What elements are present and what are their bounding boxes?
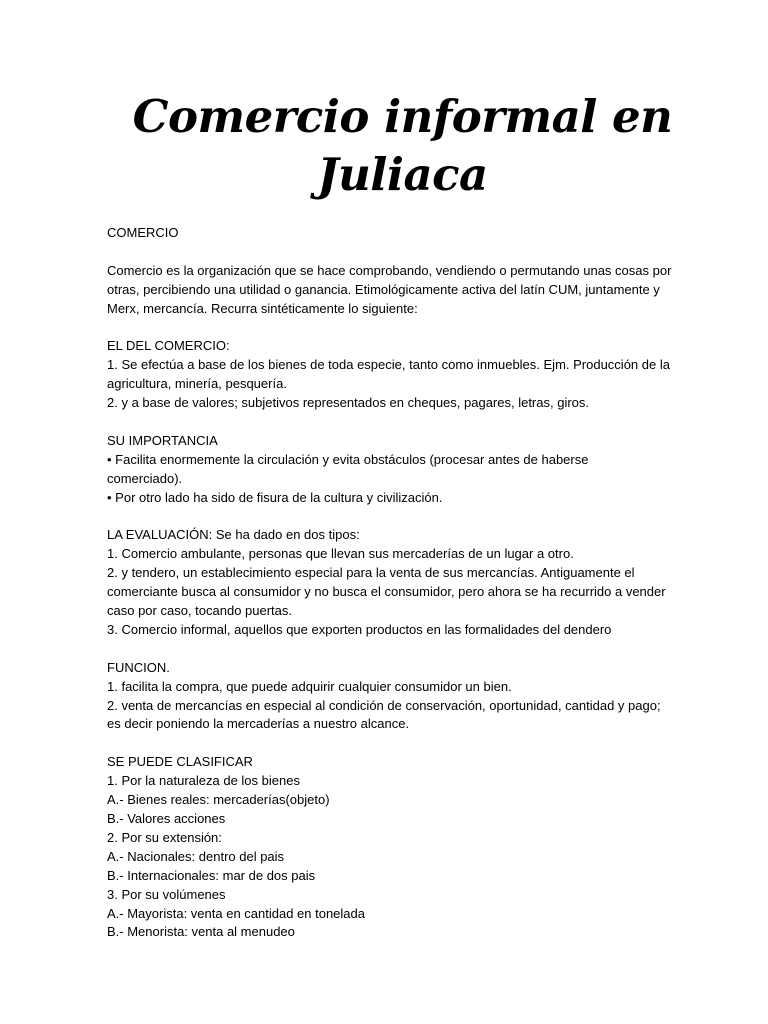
text-line: FUNCION. [107,659,170,675]
text-line: A.- Mayorista: venta en cantidad en tonelada [107,905,365,921]
text-line: Merx, mercancía. Recurra sintéticamente lo siguiente: [107,300,418,316]
text-line: EL DEL COMERCIO: [107,338,230,354]
title-line-2: Juliaca [317,148,488,201]
text-line: 1. Se efectúa a base de los bienes de toda especie, tanto como inmuebles. Ejm. Producción de la [107,357,670,373]
text-line: 2. y tendero, un establecimiento especial para la venta de sus mercancías. Antiguamente el [107,565,635,581]
text-line: Comercio es la organización que se hace comprobando, vendiendo o permutando unas cosas por [107,262,672,278]
text-line: • Facilita enormemente la circulación y evita obstáculos (procesar antes de haberse [107,451,589,467]
text-line: 1. facilita la compra, que puede adquirir cualquier consumidor un bien. [107,678,512,694]
section-funcion [107,659,698,735]
document-body [107,224,698,942]
document-title [107,0,698,204]
section-se-puede-clasificar [107,753,698,942]
text-line: B.- Valores acciones [107,811,226,826]
section-la-evaluacion [107,526,698,639]
text-line: B.- Menorista: venta al menudeo [107,924,295,940]
text-line: agricultura, minería, pesquería. [107,376,287,392]
title-line-1: Comercio informal en [132,90,673,143]
text-line: • Por otro lado ha sido de fisura de la cultura y civilización. [107,489,443,505]
text-line: 3. Por su volúmenes [107,886,226,902]
text-line: caso por caso, tocando puertas. [107,603,293,619]
section-comercio-heading [107,224,698,243]
text-line: COMERCIO [107,225,179,240]
text-line: comerciante busca al consumidor y no busca el consumidor, pero ahora se ha recurrido a vender [107,584,666,600]
text-line: SU IMPORTANCIA [107,432,218,448]
text-line: B.- Internacionales: mar de dos pais [107,867,316,883]
section-definicion [107,262,698,319]
text-line: SE PUEDE CLASIFICAR [107,754,253,770]
text-line: comerciado). [107,470,183,486]
text-line: A.- Bienes reales: mercaderías(objeto) [107,792,330,808]
text-line: es decir poniendo la mercaderías a nuestro alcance. [107,716,410,732]
text-line: 3. Comercio informal, aquellos que exporten productos en las formalidades del dendero [107,621,612,637]
text-line: 1. Por la naturaleza de los bienes [107,773,300,789]
text-line: otras, percibiendo una utilidad o ganancia. Etimológicamente activa del latín CUM, juntamente y [107,281,660,297]
text-line: 1. Comercio ambulante, personas que llevan sus mercaderías de un lugar a otro. [107,546,574,562]
text-line: 2. Por su extensión: [107,829,222,845]
text-line: LA EVALUACIÓN: Se ha dado en dos tipos: [107,527,360,543]
text-line: 2. venta de mercancías en especial al condición de conservación, oportunidad, cantidad y pago; [107,697,661,713]
section-su-importancia [107,432,698,508]
text-line: A.- Nacionales: dentro del pais [107,848,285,864]
text-line: 2. y a base de valores; subjetivos representados en cheques, pagares, letras, giros. [107,395,590,411]
section-el-del-comercio [107,337,698,413]
